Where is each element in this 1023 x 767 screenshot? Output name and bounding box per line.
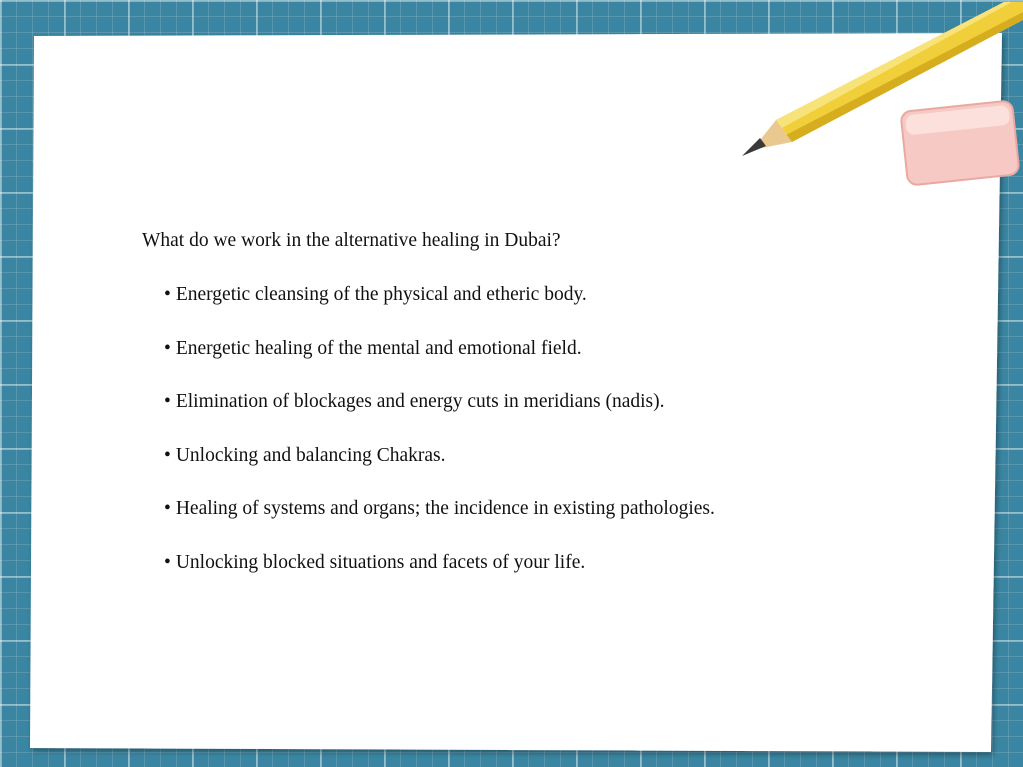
bullet-mark: • bbox=[164, 444, 171, 466]
bullet-item bbox=[164, 550, 962, 576]
bullet-mark: • bbox=[164, 498, 171, 519]
bullet-mark: • bbox=[164, 391, 171, 412]
bullet-text: Energetic cleansing of the physical and etheric body. bbox=[175, 284, 587, 305]
bullet-item bbox=[164, 496, 962, 522]
eraser-icon bbox=[900, 100, 1019, 185]
bullet-mark: • bbox=[164, 551, 171, 573]
bullet-text: Elimination of blockages and energy cuts in meridians (nadis). bbox=[175, 391, 665, 412]
bullet-item bbox=[164, 282, 962, 308]
bullet-text: Unlocking and balancing Chakras. bbox=[175, 444, 446, 466]
slide-question: What do we work in the alternative healing in Dubai? bbox=[142, 230, 561, 251]
bullet-mark: • bbox=[164, 284, 171, 305]
slide-content bbox=[142, 228, 962, 603]
bullet-text: Energetic healing of the mental and emotional field. bbox=[175, 337, 582, 359]
bullet-item bbox=[164, 389, 962, 415]
bullet-item bbox=[164, 443, 962, 469]
bullet-list bbox=[142, 282, 962, 576]
bullet-text: Unlocking blocked situations and facets of your life. bbox=[175, 551, 586, 573]
bullet-text: Healing of systems and organs; the incidence in existing pathologies. bbox=[175, 498, 715, 519]
bullet-item bbox=[164, 336, 962, 362]
bullet-mark: • bbox=[164, 337, 171, 359]
